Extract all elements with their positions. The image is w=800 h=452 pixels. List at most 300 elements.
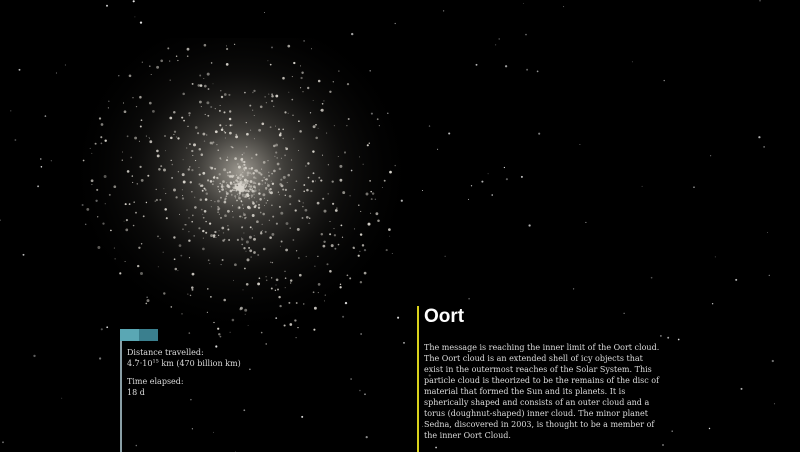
cluster-star (201, 106, 202, 107)
cluster-star (290, 227, 291, 228)
cluster-star (246, 251, 247, 252)
cluster-star (287, 45, 290, 48)
cluster-star (299, 200, 301, 202)
cluster-star (328, 193, 329, 194)
cluster-star (188, 239, 190, 241)
distance-panel-divider (120, 341, 122, 452)
cluster-star (104, 139, 106, 141)
cluster-star (269, 191, 270, 192)
cluster-star (261, 180, 263, 182)
cluster-star (216, 144, 217, 145)
cluster-star (198, 227, 200, 229)
cluster-star (271, 288, 273, 290)
cluster-star (220, 90, 221, 91)
cluster-star (234, 263, 237, 266)
cluster-star (251, 194, 254, 197)
cluster-star (91, 153, 92, 154)
cluster-star (191, 150, 193, 152)
cluster-star (182, 189, 183, 190)
background-star (525, 34, 527, 36)
cluster-star (159, 199, 161, 201)
cluster-star (285, 147, 286, 148)
cluster-star (370, 213, 371, 214)
cluster-star (219, 124, 221, 126)
cluster-star (310, 190, 312, 192)
cluster-star (338, 156, 339, 157)
background-star (758, 136, 760, 138)
cluster-star (239, 215, 241, 217)
background-star (505, 65, 507, 67)
cluster-star (234, 195, 236, 197)
cluster-star (104, 175, 107, 178)
cluster-star (188, 168, 190, 170)
cluster-star (174, 258, 176, 260)
cluster-star (223, 168, 226, 171)
distance-label: Distance travelled: (127, 348, 204, 357)
cluster-star (303, 190, 305, 192)
cluster-star (362, 244, 364, 246)
cluster-star (280, 179, 282, 181)
cluster-star (145, 303, 147, 305)
cluster-star (248, 325, 249, 326)
cluster-star (333, 228, 334, 229)
background-star (526, 69, 528, 71)
background-star (19, 69, 21, 71)
background-star (106, 5, 108, 7)
cluster-star (240, 177, 242, 179)
cluster-star (217, 328, 219, 330)
cluster-star (140, 126, 142, 128)
cluster-star (206, 101, 209, 104)
cluster-star (99, 117, 101, 119)
cluster-star (372, 192, 374, 194)
cluster-star (220, 217, 222, 219)
cluster-star (253, 194, 254, 195)
cluster-star (366, 193, 369, 196)
cluster-star (253, 238, 256, 241)
cluster-star (243, 213, 246, 216)
cluster-star (321, 233, 323, 235)
cluster-star (295, 209, 297, 211)
cluster-star (336, 208, 337, 209)
cluster-star (299, 130, 302, 133)
cluster-star (217, 186, 219, 188)
cluster-star (146, 202, 147, 203)
background-star (769, 275, 770, 276)
cluster-star (306, 256, 307, 257)
background-star (10, 110, 11, 111)
cluster-star (244, 186, 246, 188)
cluster-star (312, 180, 314, 182)
cluster-star (229, 132, 232, 135)
cluster-star (379, 125, 380, 126)
cluster-star (332, 203, 334, 205)
cluster-star (225, 198, 227, 200)
cluster-star (190, 181, 192, 183)
cluster-star (105, 203, 106, 204)
cluster-star (221, 188, 224, 191)
cluster-star (177, 270, 178, 271)
cluster-star (279, 206, 281, 208)
cluster-star (241, 226, 243, 228)
background-star (435, 447, 437, 449)
cluster-star (230, 184, 231, 185)
cluster-star (244, 92, 246, 94)
cluster-star (329, 233, 331, 235)
cluster-star (200, 198, 203, 201)
background-star (774, 403, 775, 404)
cluster-star (241, 201, 242, 202)
cluster-star (265, 231, 267, 233)
cluster-star (210, 180, 213, 183)
background-star (41, 166, 43, 168)
cluster-star (191, 286, 194, 289)
cluster-star (143, 215, 145, 217)
background-star (15, 139, 17, 141)
cluster-star (205, 114, 206, 115)
cluster-star (347, 274, 349, 276)
cluster-star (214, 231, 216, 233)
cluster-star (100, 136, 102, 138)
cluster-star (181, 313, 182, 314)
cluster-star (270, 64, 272, 66)
cluster-star (267, 183, 268, 184)
cluster-star (203, 217, 205, 219)
cluster-star (302, 91, 303, 92)
cluster-star (296, 180, 298, 182)
cluster-star (291, 159, 292, 160)
cluster-star (231, 124, 232, 125)
cluster-star (258, 204, 260, 206)
cluster-star (288, 92, 289, 93)
cluster-star (163, 188, 164, 189)
cluster-star (322, 103, 324, 105)
cluster-star (281, 241, 283, 243)
cluster-star (241, 161, 243, 163)
cluster-star (264, 205, 265, 206)
background-star (772, 360, 774, 362)
cluster-star (295, 337, 296, 338)
cluster-star (318, 177, 320, 179)
distance-value (127, 358, 267, 369)
cluster-star (296, 302, 298, 304)
cluster-star (368, 223, 371, 226)
cluster-star (242, 166, 243, 167)
cluster-star (221, 128, 224, 131)
cluster-star (189, 257, 190, 258)
cluster-star (207, 312, 208, 313)
cluster-star (189, 166, 190, 167)
cluster-star (174, 131, 176, 133)
cluster-star (305, 209, 308, 212)
cluster-star (165, 150, 166, 151)
cluster-star (192, 289, 194, 291)
cluster-star (183, 120, 185, 122)
cluster-star (298, 120, 300, 122)
cluster-star (300, 77, 302, 79)
cluster-star (239, 187, 241, 189)
cluster-star (349, 277, 351, 279)
cluster-star (243, 233, 244, 234)
cluster-star (271, 100, 273, 102)
cluster-star (285, 249, 288, 252)
cluster-star (249, 184, 250, 185)
cluster-star (326, 263, 328, 265)
cluster-star (146, 136, 147, 137)
distance-panel (127, 347, 267, 405)
background-star (45, 115, 47, 117)
cluster-star (245, 314, 246, 315)
cluster-star (204, 188, 206, 190)
cluster-star (242, 172, 243, 173)
cluster-star (220, 336, 222, 338)
cluster-star (328, 164, 329, 165)
background-star (37, 185, 39, 187)
cluster-star (214, 176, 215, 177)
cluster-star (290, 282, 291, 283)
cluster-star (258, 192, 260, 194)
cluster-star (276, 278, 279, 281)
cluster-star (160, 60, 163, 63)
cluster-star (371, 198, 373, 200)
cluster-star (208, 88, 210, 90)
background-star (133, 0, 135, 2)
cluster-star (156, 199, 158, 201)
background-star (741, 388, 743, 390)
cluster-star (284, 111, 286, 113)
background-star (366, 436, 368, 438)
cluster-star (164, 208, 167, 211)
background-star (710, 155, 711, 156)
cluster-star (216, 177, 218, 179)
cluster-star (173, 134, 174, 135)
cluster-star (251, 174, 252, 175)
cluster-star (257, 282, 260, 285)
cluster-star (272, 262, 273, 263)
cluster-star (158, 266, 159, 267)
cluster-star (252, 190, 254, 192)
cluster-star (231, 146, 232, 147)
background-star (264, 12, 265, 13)
cluster-star (367, 144, 369, 146)
cluster-star (188, 231, 189, 232)
background-star (134, 16, 135, 17)
cluster-star (169, 61, 170, 62)
cluster-star (86, 208, 89, 211)
cluster-star (171, 160, 172, 161)
cluster-star (232, 205, 233, 206)
cluster-star (267, 60, 268, 61)
background-star (445, 256, 446, 257)
cluster-star (114, 248, 115, 249)
cluster-star (342, 237, 343, 238)
cluster-star (268, 175, 270, 177)
cluster-star (191, 221, 193, 223)
cluster-star (188, 217, 189, 218)
cluster-star (282, 77, 285, 80)
cluster-star (317, 256, 318, 257)
cluster-star (271, 93, 273, 95)
cluster-star (209, 222, 211, 224)
cluster-star (204, 85, 207, 88)
cluster-star (296, 250, 297, 251)
cluster-star (83, 160, 85, 162)
cluster-star (182, 228, 184, 230)
background-star (763, 146, 765, 148)
cluster-star (267, 184, 270, 187)
cluster-star (247, 174, 249, 176)
cluster-star (389, 236, 390, 237)
cluster-star (224, 93, 227, 96)
cluster-star (262, 213, 265, 216)
cluster-star (215, 130, 218, 133)
cluster-star (302, 206, 303, 207)
cluster-star (238, 186, 239, 187)
cluster-star (91, 184, 92, 185)
cluster-star (237, 183, 239, 185)
cluster-star (237, 181, 239, 183)
cluster-star (252, 214, 255, 217)
cluster-star (141, 119, 143, 121)
cluster-star (229, 118, 232, 121)
cluster-star (313, 291, 315, 293)
cluster-star (275, 126, 276, 127)
cluster-star (139, 96, 142, 99)
cluster-star (137, 183, 138, 184)
cluster-star (234, 185, 235, 186)
cluster-star (192, 155, 193, 156)
background-star (140, 21, 142, 23)
cluster-star (322, 198, 324, 200)
background-star (715, 256, 716, 257)
cluster-star (223, 299, 226, 302)
background-star (437, 149, 438, 150)
cluster-star (244, 164, 246, 166)
cluster-star (187, 55, 189, 57)
cluster-star (291, 169, 293, 171)
background-star (468, 199, 469, 200)
cluster-star (91, 179, 94, 182)
background-star (136, 445, 138, 447)
cluster-star (325, 294, 326, 295)
cluster-star (272, 216, 274, 218)
distance-value-prefix: 4.7·10 (127, 359, 153, 368)
cluster-star (192, 215, 194, 217)
cluster-star (273, 170, 276, 173)
cluster-star (242, 217, 243, 218)
background-star (632, 61, 633, 62)
background-star (23, 254, 25, 256)
cluster-star (96, 189, 98, 191)
cluster-star (271, 205, 273, 207)
cluster-star (255, 154, 257, 156)
cluster-star (266, 102, 267, 103)
cluster-star (192, 83, 194, 85)
cluster-star (156, 150, 159, 153)
cluster-star (232, 211, 233, 212)
cluster-star (364, 272, 367, 275)
cluster-star (251, 257, 252, 258)
cluster-star (272, 183, 274, 185)
cluster-star (222, 180, 225, 183)
cluster-star (200, 84, 203, 87)
cluster-star (258, 207, 260, 209)
cluster-star (177, 60, 178, 61)
cluster-star (275, 144, 278, 147)
cluster-star (370, 191, 372, 193)
cluster-star (239, 191, 241, 193)
background-star (471, 185, 472, 186)
background-star (678, 339, 680, 341)
cluster-star (271, 233, 274, 236)
cluster-star (302, 217, 304, 219)
cluster-star (212, 183, 214, 185)
cluster-star (363, 164, 364, 165)
background-star (443, 10, 444, 11)
cluster-star (211, 200, 212, 201)
cluster-star (149, 138, 150, 139)
cluster-star (246, 283, 249, 286)
background-star (422, 426, 423, 427)
cluster-star (256, 201, 257, 202)
cluster-star (230, 332, 231, 333)
cluster-star (195, 126, 198, 129)
cluster-star (266, 189, 267, 190)
cluster-star (339, 179, 342, 182)
cluster-star (190, 295, 192, 297)
globular-star-cluster-image (66, 38, 416, 368)
cluster-star (268, 94, 269, 95)
cluster-star (237, 176, 240, 179)
cluster-star (227, 157, 228, 158)
cluster-star (149, 102, 152, 105)
cluster-star (298, 150, 299, 151)
background-star (301, 416, 303, 418)
background-star (213, 432, 214, 433)
cluster-star (275, 290, 276, 291)
cluster-star (279, 168, 282, 171)
cluster-star (259, 189, 260, 190)
cluster-star (192, 273, 195, 276)
cluster-star (285, 189, 287, 191)
cluster-star (276, 223, 278, 225)
cluster-star (275, 95, 278, 98)
cluster-star (256, 220, 259, 223)
background-star (40, 158, 41, 159)
cluster-star (108, 107, 109, 108)
cluster-star (230, 182, 232, 184)
cluster-star (329, 221, 330, 222)
cluster-star (265, 182, 266, 183)
cluster-star (242, 154, 243, 155)
cluster-star (267, 160, 268, 161)
cluster-star (186, 147, 187, 148)
cluster-star (248, 247, 250, 249)
distance-block (127, 347, 267, 369)
cluster-star (243, 167, 246, 170)
cluster-star (289, 323, 292, 326)
cluster-star (244, 181, 247, 184)
background-star (192, 428, 193, 429)
cluster-star (205, 189, 207, 191)
cluster-star (360, 281, 362, 283)
cluster-star (205, 232, 207, 234)
cluster-star (235, 190, 236, 191)
cluster-star (181, 117, 183, 119)
cluster-star (241, 244, 242, 245)
cluster-star (183, 159, 184, 160)
cluster-star (163, 292, 165, 294)
